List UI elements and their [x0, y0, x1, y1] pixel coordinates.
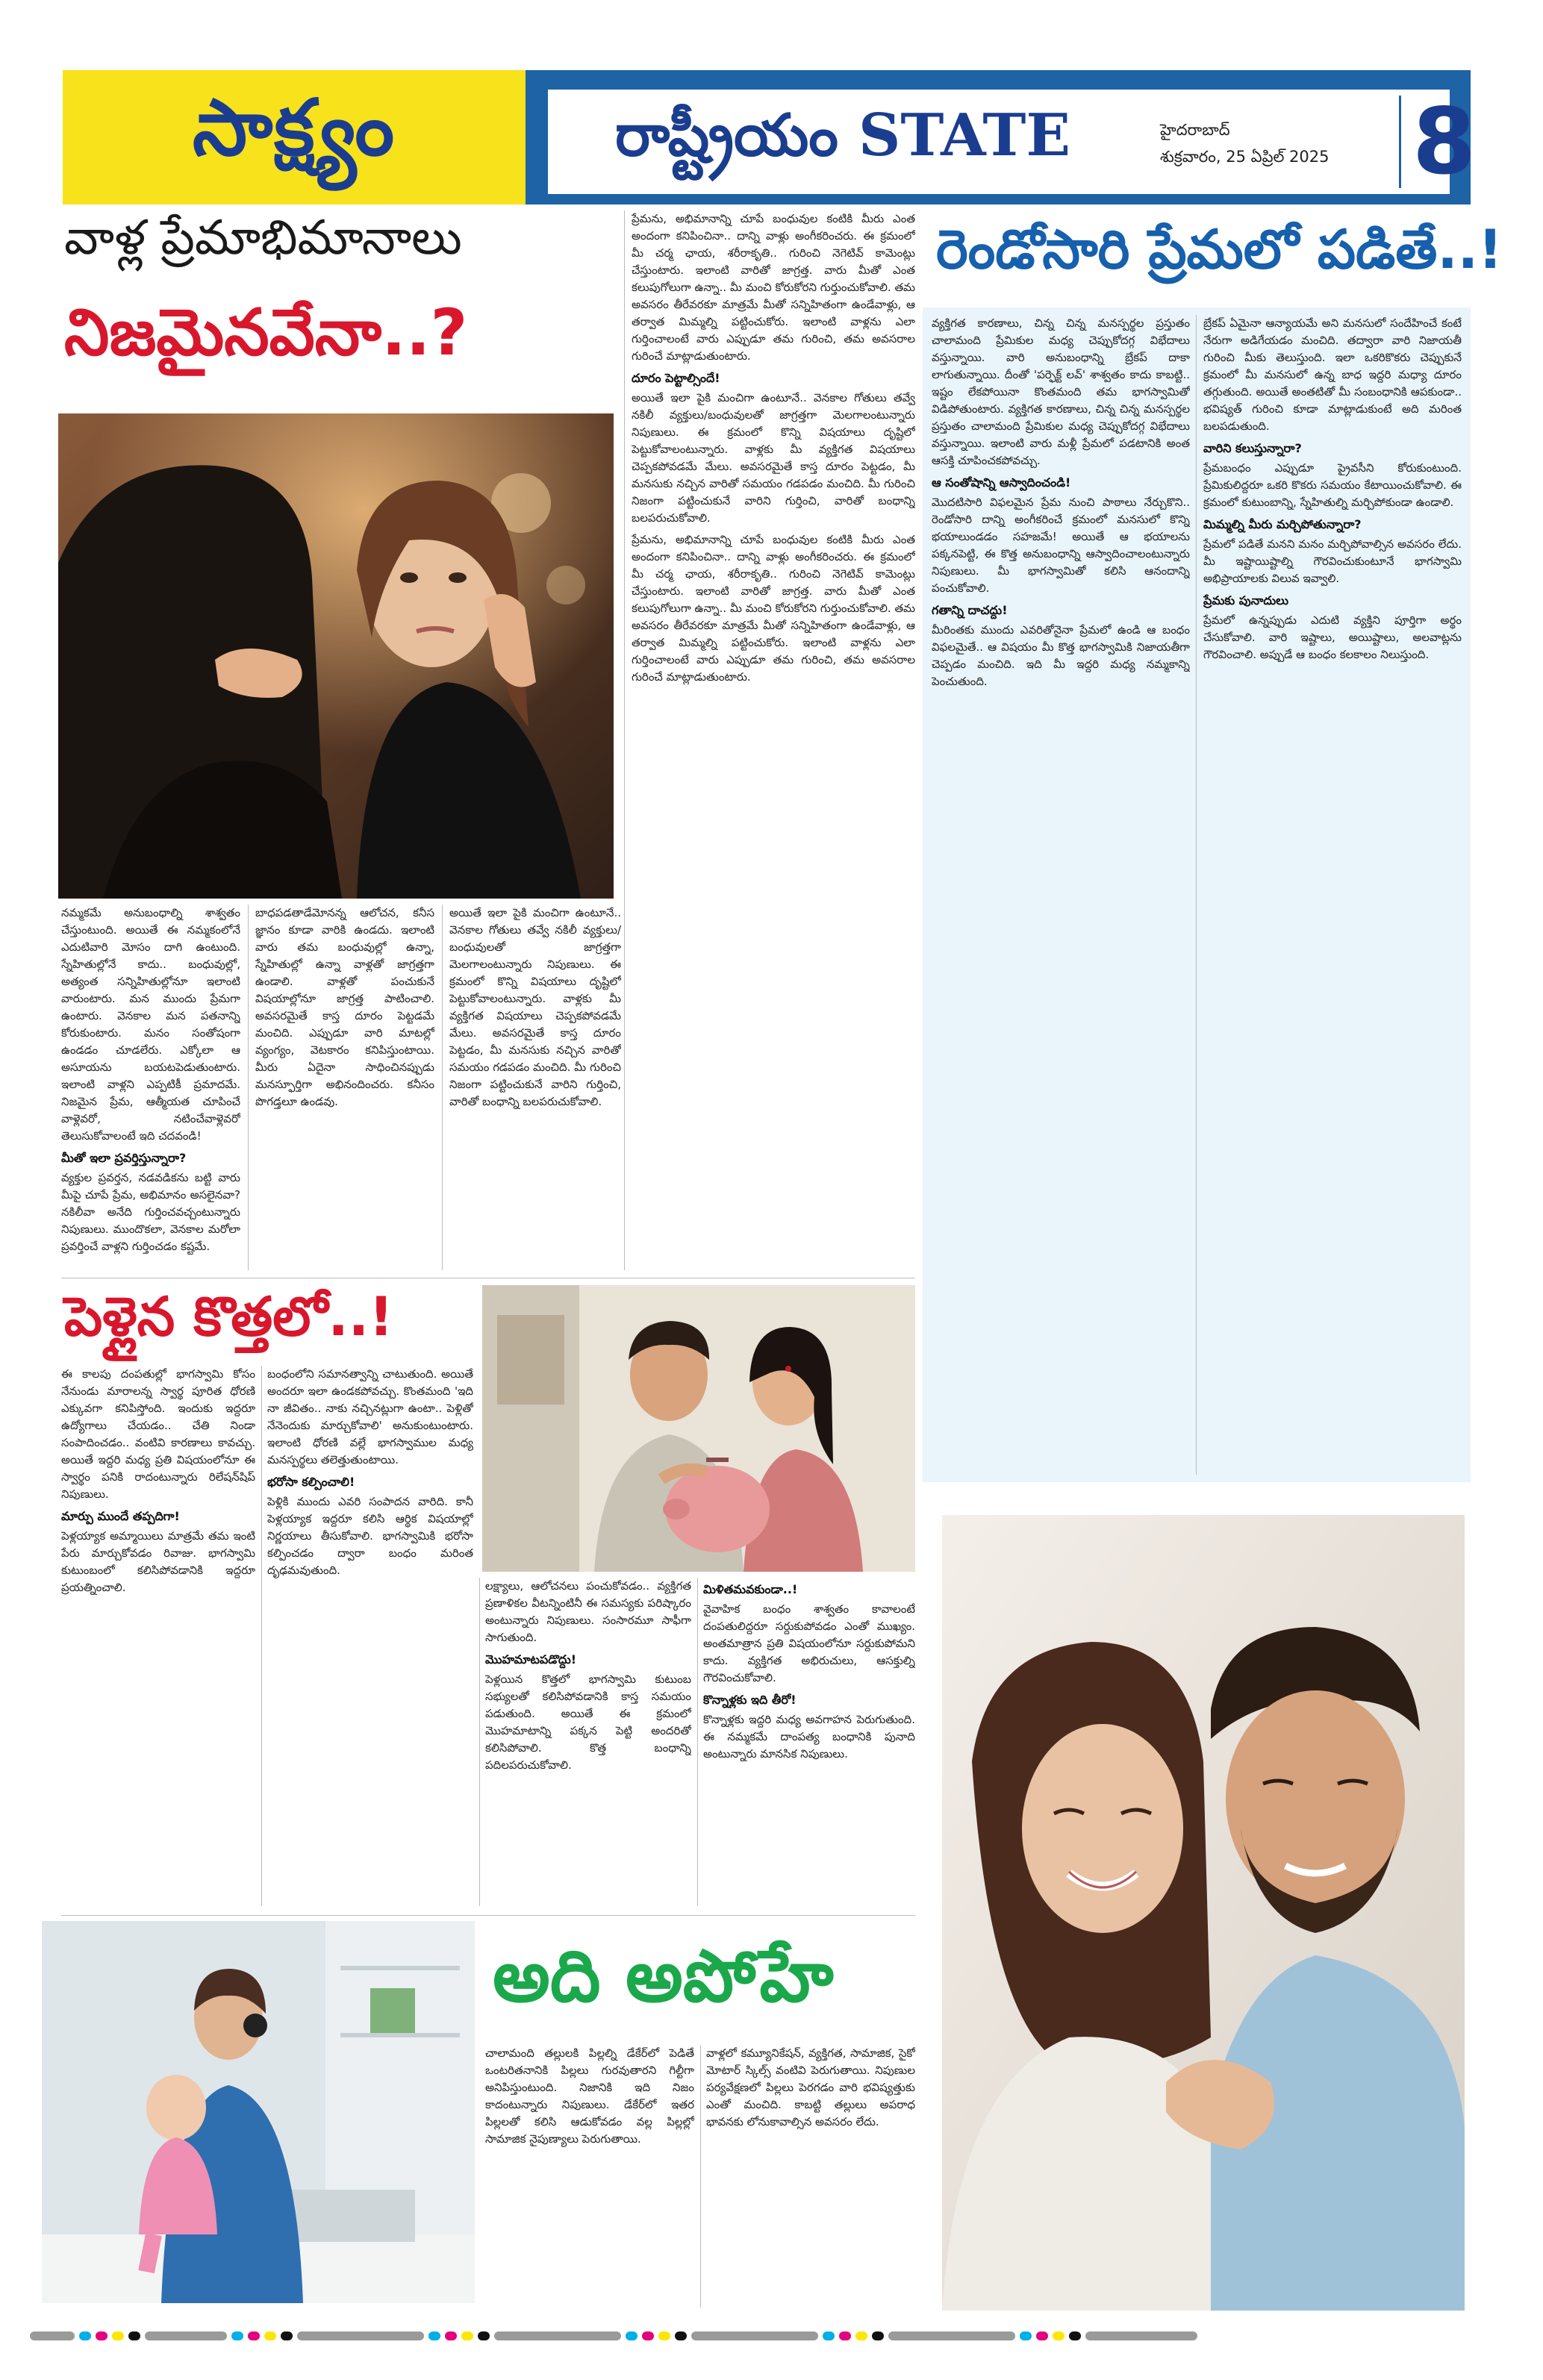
article4-col1-text: చాలామంది తల్లులకి పిల్లల్ని డేకేర్‌లో పెడితే ఒంటరితనానికి పిల్లలు గురవుతారని గిల్టీగా అనిపిస్తుంటుంది. నిజానికి ఇది నిజం కాదంటున్నారు నిపుణులు. డేకేర్‌లో ఇతర పిల్లలతో కలిసి ఆడుకోవడం వల్ల పిల్లల్లో సామాజిక నైపుణ్యాలు పెరుగుతాయి. [485, 2046, 694, 2146]
article1-col3-text-cont: ప్రేమను, అభిమానాన్ని చూపే బంధువుల కంటికి మీరు ఎంత అందంగా కనిపించినా.. దాన్ని వాళ్లు అంగీకరించరు. ఈ క్రమంలో మీ చర్మ ఛాయ, శరీరాకృతి.. గురించి నెగెటివ్ కామెంట్లు చేస్తుంటారు. ఇలాంటి వారితో జాగ్రత్త. వారు మీతో ఎంత కలుపుగోలుగా ఉన్నా.. మీ మంచి కోరుకోరని గుర్తుంచుకోవాలి. తమ అవసరం తీరేవరకూ మాత్రమే మీతో సన్నిహితంగా ఉండేవాళ్లు, ఆ తర్వాత మిమ్మల్ని పట్టించుకోరు. ఇలాంటి వాళ్లను ఎలా గుర్తించాలంటే వారు ఎప్పుడూ తమ గురించి, తమ అవసరాల గురించే మాట్లాడుతుంటారు. [632, 533, 915, 684]
mother-with-baby-photo-icon [42, 1921, 475, 2303]
article2-col2-subhead: వారిని కలుస్తున్నారా? [1203, 441, 1302, 455]
article4-col2-text: వాళ్లలో కమ్యూనికేషన్, వ్యక్తిగత, సామాజిక, సైకో మోటార్ స్కిల్స్ వంటివి పెరుగుతాయి. నిపుణుల పర్యవేక్షణలో పిల్లలు పెరగడం వారి భవిష్యత్తుకు ఎంతో మంచిది. కాబట్టి తల్లులు అపరాధ భావనకు లోనుకావాల్సిన అవసరం లేదు. [706, 2046, 915, 2128]
column-rule [248, 905, 249, 1270]
article4-column-1 [485, 2045, 694, 2308]
article1-col3b-text-main: అయితే ఇలా పైకి మంచిగా ఉంటూనే.. వెనకాల గోతులు తవ్వే నకిలీ వ్యక్తులు/బంధువులతో జాగ్రత్తగా మెలగాలంటున్నారు నిపుణులు. ఈ క్రమంలో కొన్ని విషయాలు దృష్టిలో పెట్టుకోవాలంటున్నారు. వాళ్లకు మీ వ్యక్తిగత విషయాలు చెప్పకపోవడమే మేలు. అవసరమైతే కాస్త దూరం పెట్టడం, మీ మనసుకు నచ్చిన వారితో సమయం గడపడం మంచిది. మీ గురించి నిజంగా పట్టించుకునే వారిని గుర్తించి, వారితో బంధాన్ని బలపరుచుకోవాలి. [632, 391, 915, 525]
couple-embrace-photo-icon [942, 1515, 1465, 2311]
article3-column-1 [61, 1366, 255, 1906]
article2-col1-subhead: ఆ సంతోషాన్ని ఆస్వాదించండి! [932, 475, 1071, 490]
dateline [1160, 116, 1330, 170]
article3-col1-text: ఈ కాలపు దంపతుల్లో భాగస్వామి కోసం నేనుండు మారాలన్న స్వార్థ పూరిత ధోరణి ఎక్కువగా కనిపిస్తోంది. ఇందుకు ఇద్దరూ ఉద్యోగాలు చేయడం.. చేతి నిండా సంపాదించడం.. వంటివి కారణాలు కావచ్చు. అయితే ఇద్దరి మధ్య ప్రతి విషయంలోనూ ఈ స్వార్థం పనికి రాదంటున్నారు రిలేషన్‌షిప్ నిపుణులు. [61, 1367, 255, 1501]
column-rule [479, 1578, 480, 1906]
article3-headline: పెళ్లైన కొత్తలో..! [64, 1285, 393, 1348]
article2-col1b-text: మొదటిసారి విఫలమైన ప్రేమ నుంచి పాఠాలు నేర్చుకొని.. రెండోసారి దాన్ని అంగీకరించే క్రమంలో మనసులో కొన్ని భయాలుండడం సహజమే! అయితే ఆ భయాలను పక్కనపెట్టి, ఈ కొత్త అనుబంధాన్ని ఆస్వాదించాలంటున్నారు నిపుణులు. మీ భాగస్వామితో కలిసి ఆనందాన్ని పంచుకోవాలి. [932, 496, 1190, 595]
article2-col2-subhead-2: మిమ్మల్ని మీరు మర్చిపోతున్నారా? [1203, 517, 1362, 531]
section-rule [61, 1915, 915, 1916]
article2-col2-text: బ్రేకప్ ఏమైనా ఆన్యాయమే అని మనసులో సందేహించే కంటే నేరుగా అడిగేయడం మంచిది. తద్వారా వారి నిజాయతీ గురించి మీకు తెలుస్తుంది. ఇలా ఒకరికొకరు చెప్పుకునే క్రమంలో మీ మనసులో ఉన్న బాధ ఇద్దరి మధ్యా దూరం తగ్గుతుంది. అయితే అంతటితో మీ సంబంధానికి ఆపకుండా.. భవిష్యత్ గురించి కూడా మాట్లాడుకుంటే అది మరింత బలపడుతుంది. [1203, 316, 1462, 433]
article3-col3b-text: పెళ్లయిన కొత్తలో భాగస్వామి కుటుంబ సభ్యులతో కలిసిపోవడానికి కాస్త సమయం పడుతుంది. అయితే ఈ క్రమంలో మొహమాటాన్ని పక్కన పెట్టి అందరితో కలిసిపోవాలి. కొత్త బంధాన్ని పదిలపరుచుకోవాలి. [485, 1672, 691, 1772]
article2-column-1 [932, 315, 1190, 1475]
article3-col4b-text: కొన్నాళ్లకు ఇద్దరి మధ్య అవగాహన పెరుగుతుంది. ఈ నమ్మకమే దాంపత్య బంధానికి పునాది అంటున్నారు మానసిక నిపుణులు. [703, 1713, 915, 1761]
article2-col2c-text: ప్రేమలో పడితే మనని మనం మర్చిపోవాల్సిన అవసరం లేదు. మీ ఇష్టాయిష్టాల్ని గౌరవించుకుంటూనే భాగస్వామి అభిప్రాయాలకు విలువ ఇవ్వాలి. [1203, 537, 1462, 585]
photo-woman-hugging [58, 413, 614, 899]
article3-col4-text: వైవాహిక బంధం శాశ్వతం కావాలంటే దంపతులిద్దరూ సర్దుకుపోవడం ఎంతో ముఖ్యం. అంతమాత్రాన ప్రతి విషయంలోనూ సర్దుకుపోమని కాదు. వ్యక్తిగత అభిరుచులు, ఆసక్తుల్ని గౌరవించుకోవాలి. [703, 1602, 915, 1684]
logo-text: సాక్ష్యం [192, 82, 396, 173]
article1-column-2b [449, 905, 621, 1270]
column-rule [442, 905, 443, 1270]
column-rule [1196, 315, 1197, 1475]
article2-col1-text: వ్యక్తిగత కారణాలు, చిన్న చిన్న మనస్పర్థల ప్రస్తుతం చాలామంది ప్రేమికుల మధ్య చెప్పుకోదగ్గ విభేదాలు వస్తున్నాయి. వారి అనుబంధాన్ని బ్రేకప్ దాకా లాగుతున్నాయి. దీంతో 'పర్ఫెక్ట్ లవ్' శాశ్వతం కాదు కాబట్టి.. ఇష్టం లేకపోయినా కొంతమంది తమ భాగస్వామితో విడిపోతుంటారు. వ్యక్తిగత కారణాలు, చిన్న చిన్న మనస్పర్థల ప్రస్తుతం చాలామంది ప్రేమికుల మధ్య చెప్పుకోదగ్గ విభేదాలు వస్తున్నాయి. ఇలాంటి వారు మళ్లీ ప్రేమలో పడటానికి అంత ఆసక్తి చూపించకపోవచ్చు. [932, 316, 1190, 467]
column-rule [697, 1578, 698, 1906]
article3-col2-subhead: భరోసా కల్పించాలి! [267, 1475, 355, 1489]
article3-column-2 [267, 1366, 473, 1906]
column-rule [624, 210, 625, 1270]
couple-piggy-bank-photo-icon [482, 1285, 915, 1572]
article1-column-1 [61, 905, 240, 1270]
masthead [63, 70, 1476, 204]
article2-col1c-text: మీరింతకు ముందు ఎవరితోనైనా ప్రేమలో ఉండి ఆ బంధం విఫలమైతే.. ఆ విషయం మీ కొత్త భాగస్వామికి నిజాయతీగా చెప్పడం మంచిది. ఇది మీ ఇద్దరి మధ్య నమ్మకాన్ని పెంచుతుంది. [932, 623, 1190, 688]
article2-headline: రెండోసారి ప్రేమలో పడితే..! [936, 218, 1503, 281]
article4-column-2 [706, 2045, 915, 2308]
article3-col4-subhead-2: కొన్నాళ్లకు ఇది తీరో! [703, 1693, 797, 1707]
print-registration-bar [30, 2329, 1515, 2343]
column-rule [700, 2045, 701, 2308]
section-band-inner [548, 89, 1476, 195]
article2-col2-subhead-3: ప్రేమకు పునాదులు [1203, 593, 1289, 608]
article1-col1b-text: వ్యక్తుల ప్రవర్తన, నడవడికను బట్టి వారు మీపై చూపే ప్రేమ, అభిమానం అసలైనవా? నకిలీవా అనేది గుర్తించవచ్చంటున్నారు నిపుణులు. ముందొకలా, వెనకాల మరోలా ప్రవర్తించే వాళ్లని గుర్తించడం కష్టమే. [61, 1171, 240, 1253]
article2-col2b-text: ప్రేమబంధం ఎప్పుడూ ప్రైవసీని కోరుకుంటుంది. ప్రేమికులిద్దరూ ఒకరి కొకరు సమయం కేటాయించుకోవాలి. ఈ క్రమంలో కుటుంబాన్ని, స్నేహితుల్ని మర్చిపోకుండా ఉండాలి. [1203, 461, 1462, 509]
article3-col4-subhead: మిళితమవకుండా..! [703, 1582, 798, 1596]
article2-col1-subhead-2: గతాన్ని దాచద్దు! [932, 603, 1008, 617]
woman-hugging-photo-icon [58, 413, 614, 899]
article1-headline: నిజమైనవేనా..? [64, 296, 468, 370]
article3-col2-text: బంధంలోని సమానత్వాన్ని చాటుతుంది. అయితే అందరూ ఇలా ఉండకపోవచ్చు. కొంతమంది 'ఇది నా జీవితం.. నాకు నచ్చినట్లుగా ఉంటా.. పెళ్లితో నేనెందుకు మార్చుకోవాలి' అనుకుంటుంటారు. ఇలాంటి ధోరణి వల్లే భాగస్వాముల మధ్య మనస్పర్థలు తలెత్తుతుంటాయి. [267, 1367, 473, 1467]
photo-couple-embrace [942, 1515, 1465, 2311]
article3-col3-text: లక్ష్యాలు, ఆలోచనలు పంచుకోవడం.. వ్యక్తిగత ప్రణాళికల వీటన్నింటినీ ఈ సమస్యకు పరిష్కారం అంటున్నారు నిపుణులు. సంసారమూ సాఫీగా సాగుతుంది. [485, 1579, 691, 1644]
section-title: రాష్ట్రీయం STATE [615, 101, 1070, 169]
date-label: శుక్రవారం, 25 ఏప్రిల్ 2025 [1160, 148, 1330, 166]
article2-box [923, 210, 1503, 1482]
article3-col1-subhead: మార్పు ముందే తప్పదిగా! [61, 1509, 180, 1523]
article3-col2b-text: పెళ్లికి ముందు ఎవరి సంపాదన వారిది. కానీ పెళ్లయ్యాక ఇద్దరూ కలిసి ఆర్థిక విషయాల్లో నిర్ణయాలు తీసుకోవాలి. భాగస్వామికి భరోసా కల్పించడం ద్వారా బంధం మరింత దృఢమవుతుంది. [267, 1495, 473, 1577]
article1-column-2 [255, 905, 434, 1270]
page-number: 8 [1412, 89, 1476, 195]
article1-col3b-text: అయితే ఇలా పైకి మంచిగా ఉంటూనే.. వెనకాల గోతులు తవ్వే నకిలీ వ్యక్తులు/బంధువులతో జాగ్రత్తగా మెలగాలంటున్నారు నిపుణులు. ఈ క్రమంలో కొన్ని విషయాలు దృష్టిలో పెట్టుకోవాలంటున్నారు. వాళ్లకు మీ వ్యక్తిగత విషయాలు చెప్పకపోవడమే మేలు. అవసరమైతే కాస్త దూరం పెట్టడం, మీ మనసుకు నచ్చిన వారితో సమయం గడపడం మంచిది. మీ గురించి నిజంగా పట్టించుకునే వారిని గుర్తించి, వారితో బంధాన్ని బలపరుచుకోవాలి. [449, 906, 621, 1108]
photo-couple-piggy-bank [482, 1285, 915, 1572]
article1-col1-text: నమ్మకమే అనుబంధాల్ని శాశ్వతం చేస్తుంటుంది. అయితే ఈ నమ్మకంలోనే ఎదుటివారి మోసం దాగి ఉంటుంది. స్నేహితుల్లోనే కాదు.. బంధువుల్లో, అత్యంత సన్నిహితుల్లోనూ ఇలాంటి వారుంటారు. మన ముందు ప్రేమగా ఉంటారు. వెనకాల మన పతనాన్ని కోరుకుంటారు. మనం సంతోషంగా ఉండడం చూడలేరు. ఎక్కోలా ఆ అసూయను బయటపెడుతుంటారు. ఇలాంటి వాళ్లని ఎప్పటికీ ప్రమాదమే. నిజమైన ప్రేమ, ఆత్మీయత చూపించే వాళ్లెవరో, నటించేవాళ్లెవరో తెలుసుకోవాలంటే ఇది చదవండి! [61, 906, 240, 1143]
article3-column-3 [485, 1578, 691, 1906]
article1-col3-subhead: దూరం పెట్టాల్సిందే! [632, 371, 720, 385]
article1-col3-text: ప్రేమను, అభిమానాన్ని చూపే బంధువుల కంటికి మీరు ఎంత అందంగా కనిపించినా.. దాన్ని వాళ్లు అంగీకరించరు. ఈ క్రమంలో మీ చర్మ ఛాయ, శరీరాకృతి.. గురించి నెగెటివ్ కామెంట్లు చేస్తుంటారు. ఇలాంటి వారితో జాగ్రత్త. వారు మీతో ఎంత కలుపుగోలుగా ఉన్నా.. మీ మంచి కోరుకోరని గుర్తుంచుకోవాలి. తమ అవసరం తీరేవరకూ మాత్రమే మీతో సన్నిహితంగా ఉండేవాళ్లు, ఆ తర్వాత మిమ్మల్ని పట్టించుకోరు. ఇలాంటి వాళ్లను ఎలా గుర్తించాలంటే వారు ఎప్పుడూ తమ గురించి, తమ అవసరాల గురించే మాట్లాడుతుంటారు. [632, 212, 915, 363]
article1-col2-text: బాధపడతాడేమోనన్న ఆలోచన, కనీస జ్ఞానం కూడా వారికి ఉండదు. ఇలాంటి వారు తమ బంధువుల్లో ఉన్నా, స్నేహితుల్లో ఉన్నా వాళ్లతో జాగ్రత్తగా ఉండాలి. వాళ్లతో పంచుకునే విషయాల్లోనూ జాగ్రత్త పాటించాలి. అవసరమైతే కాస్త దూరం పెట్టడమే మంచిది. ఎప్పుడూ వారి మాటల్లో వ్యంగ్యం, వెటకారం కనిపిస్తుంటాయి. మీరు ఏదైనా సాధించినప్పుడు మనస్ఫూర్తిగా అభినందించరు. కనీసం పొగడ్తలూ ఉండవు. [255, 906, 434, 1108]
article2-column-2 [1203, 315, 1462, 1475]
article1-col1-subhead: మీతో ఇలా ప్రవర్తిస్తున్నారా? [61, 1151, 187, 1165]
newspaper-logo [63, 70, 526, 204]
article2-head-area [923, 210, 1503, 307]
article3-col3-subhead: మొహమాటపడొద్దు! [485, 1652, 577, 1667]
section-band [526, 70, 1476, 204]
article1-column-3 [632, 210, 915, 1270]
photo-mother-with-baby [42, 1921, 475, 2303]
masthead-divider [1399, 96, 1401, 188]
article3-col1b-text: పెళ్లయ్యాక అమ్మాయిలు మాత్రమే తమ ఇంటి పేరు మార్చుకోవడం రివాజు. భాగస్వామి కుటుంబంలో కలిసిపోవడానికి ఇద్దరూ ప్రయత్నించాలి. [61, 1529, 255, 1594]
article3-column-4 [703, 1578, 915, 1906]
article1-kicker: వాళ్ల ప్రేమాభిమానాలు [64, 210, 462, 266]
article2-col2d-text: ప్రేమలో ఉన్నప్పుడు ఎదుటి వ్యక్తిని పూర్తిగా అర్థం చేసుకోవాలి. వారి ఇష్టాలు, అయిష్టాలు, అలవాట్లను గౌరవించాలి. అప్పుడే ఆ బంధం కలకాలం నిలుస్తుంది. [1203, 613, 1462, 661]
column-rule [261, 1366, 262, 1906]
article4-headline: అది అపోహే [493, 1934, 834, 2018]
city-label: హైదరాబాద్ [1160, 121, 1230, 139]
